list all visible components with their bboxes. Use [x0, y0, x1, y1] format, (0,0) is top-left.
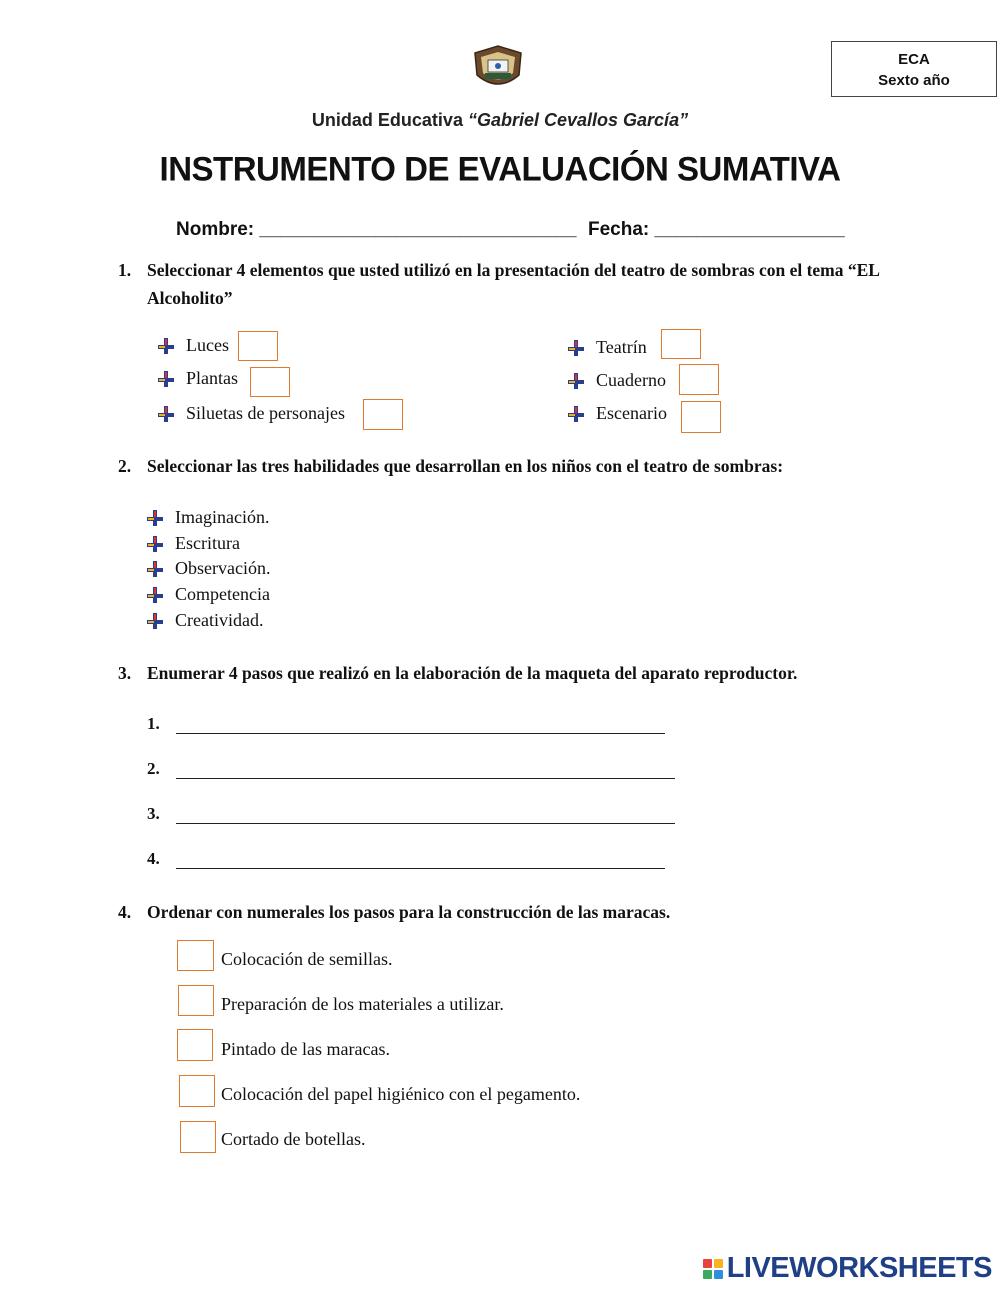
- question-text: Seleccionar 4 elementos que usted utilizó en la presentación del teatro de sombras con el tema “EL Alcoholito”: [147, 260, 880, 308]
- bullet-icon: [566, 371, 586, 391]
- option-label: Luces: [186, 335, 229, 355]
- skill-competencia[interactable]: [145, 584, 270, 605]
- bullet-icon: [145, 559, 165, 579]
- option-escenario: [566, 403, 667, 424]
- school-prefix: Unidad Educativa: [311, 110, 468, 130]
- school-logo: [471, 43, 525, 93]
- checkbox-cuaderno[interactable]: [679, 364, 719, 395]
- name-field[interactable]: Nombre: ______________________________: [176, 219, 577, 240]
- skill-label: Creatividad.: [175, 610, 264, 630]
- bullet-icon: [145, 508, 165, 528]
- step-label: Cortado de botellas.: [221, 1129, 366, 1149]
- option-teatrin: [566, 337, 647, 358]
- answer-number: 2.: [147, 759, 160, 778]
- question-number: 4.: [118, 902, 132, 922]
- checkbox-plantas[interactable]: [250, 367, 290, 397]
- skill-label: Competencia: [175, 584, 270, 604]
- checkbox-teatrin[interactable]: [661, 329, 701, 359]
- bullet-icon: [145, 534, 165, 554]
- option-label: Escenario: [596, 403, 667, 423]
- skill-label: Escritura: [175, 533, 240, 553]
- question-number: 2.: [118, 456, 132, 476]
- answer-line-2[interactable]: [176, 778, 675, 779]
- skill-label: Observación.: [175, 558, 271, 578]
- page-title: INSTRUMENTO DE EVALUACIÓN SUMATIVA: [159, 149, 841, 188]
- order-box-4[interactable]: [179, 1075, 215, 1107]
- bullet-icon: [156, 404, 176, 424]
- skill-escritura[interactable]: [145, 533, 240, 554]
- question-number: 3.: [118, 663, 132, 683]
- answer-line-4[interactable]: [176, 868, 665, 869]
- date-field[interactable]: Fecha: __________________: [588, 219, 845, 240]
- bullet-icon: [156, 336, 176, 356]
- question-number: 1.: [118, 260, 132, 280]
- school-title: “Gabriel Cevallos García”: [467, 110, 689, 130]
- course-box: [831, 41, 997, 97]
- question-4: [118, 898, 908, 926]
- step-label: Colocación de semillas.: [221, 949, 393, 969]
- skill-imaginacion[interactable]: [145, 507, 269, 528]
- answer-number: 4.: [147, 849, 160, 868]
- bullet-icon: [566, 338, 586, 358]
- watermark-text: LIVEWORKSHEETS: [726, 1252, 992, 1284]
- liveworksheets-watermark: [703, 1252, 992, 1285]
- course-grade: Sexto año: [878, 72, 950, 89]
- question-2: [118, 452, 908, 480]
- step-label: Colocación del papel higiénico con el pegamento.: [221, 1084, 581, 1104]
- skill-creatividad[interactable]: [145, 610, 263, 631]
- skill-label: Imaginación.: [175, 507, 270, 527]
- option-siluetas: [156, 403, 345, 424]
- answer-line-1[interactable]: [176, 733, 665, 734]
- bullet-icon: [145, 585, 165, 605]
- checkbox-siluetas[interactable]: [363, 399, 403, 430]
- checkbox-escenario[interactable]: [681, 401, 721, 433]
- order-box-3[interactable]: [177, 1029, 213, 1061]
- step-label: Preparación de los materiales a utilizar.: [221, 994, 504, 1014]
- option-label: Cuaderno: [596, 370, 666, 390]
- question-3: [118, 659, 908, 687]
- option-label: Siluetas de personajes: [186, 403, 345, 423]
- answer-number: 3.: [147, 804, 160, 823]
- option-label: Teatrín: [596, 337, 647, 357]
- step-label: Pintado de las maracas.: [221, 1039, 390, 1059]
- option-label: Plantas: [186, 368, 238, 388]
- question-text: Enumerar 4 pasos que realizó en la elaboración de la maqueta del aparato reproductor.: [147, 663, 798, 683]
- answer-number: 1.: [147, 714, 160, 733]
- option-plantas: [156, 368, 238, 389]
- order-box-2[interactable]: [178, 985, 214, 1016]
- liveworksheets-logo-icon: [703, 1259, 723, 1279]
- answer-line-3[interactable]: [176, 823, 675, 824]
- order-box-5[interactable]: [180, 1121, 216, 1153]
- order-box-1[interactable]: [177, 940, 214, 971]
- option-luces: [156, 335, 229, 356]
- skill-observacion[interactable]: [145, 558, 270, 579]
- question-1: [118, 256, 908, 312]
- option-cuaderno: [566, 370, 666, 391]
- question-text: Ordenar con numerales los pasos para la construcción de las maracas.: [147, 902, 671, 922]
- question-text: Seleccionar las tres habilidades que desarrollan en los niños con el teatro de sombras:: [147, 456, 784, 476]
- bullet-icon: [156, 369, 176, 389]
- school-name: [0, 110, 1000, 131]
- bullet-icon: [566, 404, 586, 424]
- bullet-icon: [145, 611, 165, 631]
- course-area: ECA: [898, 51, 930, 68]
- checkbox-luces[interactable]: [238, 331, 278, 361]
